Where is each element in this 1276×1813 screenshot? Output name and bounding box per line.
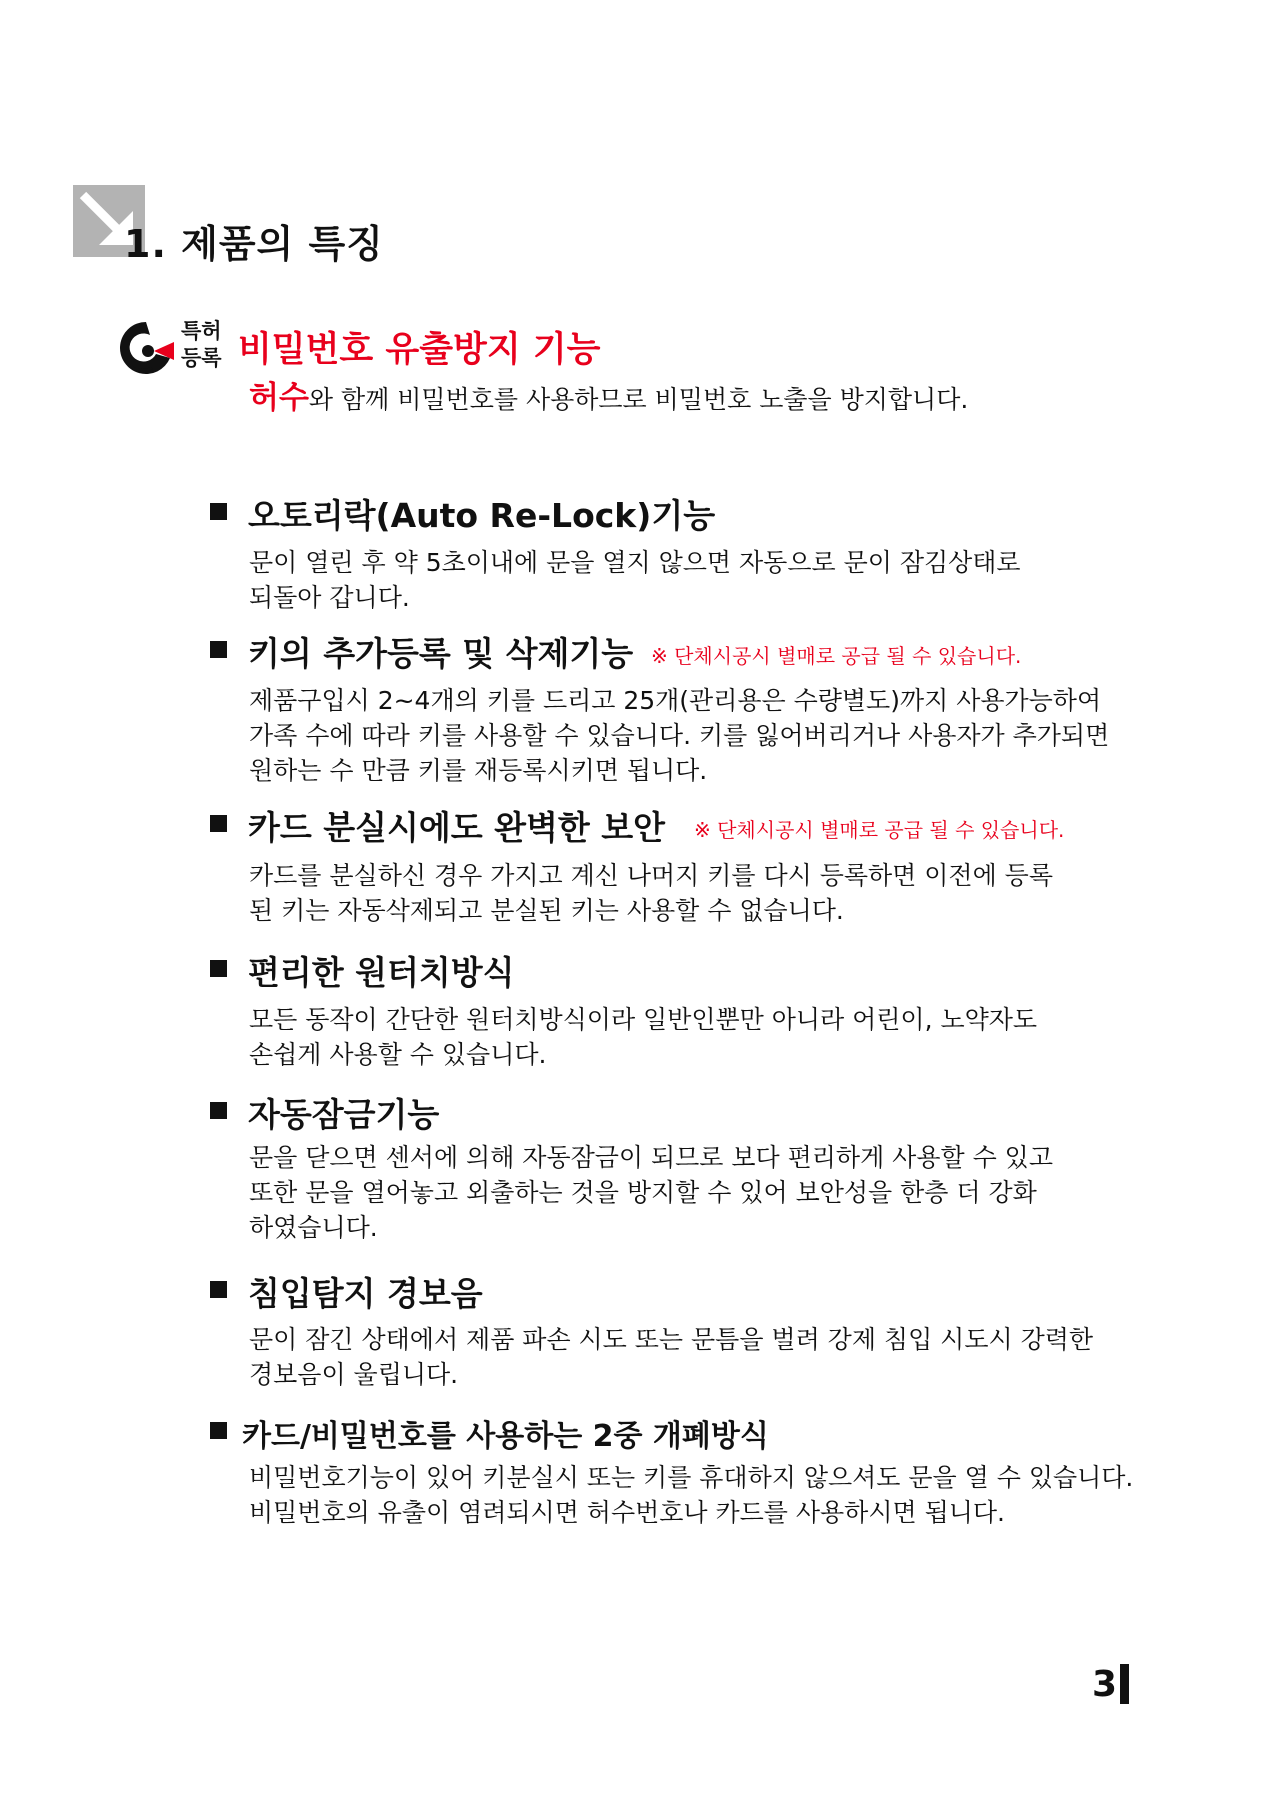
feature-desc-line: 제품구입시 2~4개의 키를 드리고 25개(관리용은 수량별도)까지 사용가능하여 [249,686,1102,715]
page-number: 3 [1092,1664,1118,1705]
feature-desc-line: 또한 문을 열어놓고 외출하는 것을 방지할 수 있어 보안성을 한층 더 강화 [249,1178,1037,1207]
bullet-square-icon [210,1102,227,1119]
section-title: 1. 제품의 특징 [124,222,384,266]
feature-desc-line: 된 키는 자동삭제되고 분실된 키는 사용할 수 없습니다. [249,896,844,925]
feature-title: 오토리락(Auto Re-Lock)기능 [248,496,716,535]
bullet-square-icon [210,641,227,658]
feature-desc-line: 손쉽게 사용할 수 있습니다. [249,1040,547,1069]
feature-desc [249,683,1109,788]
feature-title: 카드/비밀번호를 사용하는 2중 개폐방식 [242,1419,769,1454]
bullet-square-icon [210,960,227,977]
patent-feature-desc [249,372,968,417]
feature-desc-line: 하였습니다. [249,1213,378,1242]
bullet-square-icon [210,815,227,832]
bullet-square-icon [210,503,227,520]
feature-title: 편리한 원터치방식 [248,953,515,992]
feature-desc-line: 비밀번호의 유출이 염려되시면 허수번호나 카드를 사용하시면 됩니다. [249,1498,1005,1527]
feature-desc [249,1002,1037,1072]
patent-emblem-icon [116,318,176,378]
patent-label-line2: 등록 [181,346,222,370]
feature-desc [249,858,1053,928]
bullet-square-icon [210,1422,227,1439]
page-number-bar [1120,1664,1129,1704]
feature-desc-line: 카드를 분실하신 경우 가지고 계신 나머지 키를 다시 등록하면 이전에 등록 [249,861,1053,890]
patent-desc-text: 와 함께 비밀번호를 사용하므로 비밀번호 노출을 방지합니다. [308,385,969,414]
patent-label [181,318,237,372]
feature-desc-line: 문이 잠긴 상태에서 제품 파손 시도 또는 문틈을 벌려 강제 침입 시도시 강력한 [249,1325,1094,1354]
feature-desc-line: 문이 열린 후 약 5초이내에 문을 열지 않으면 자동으로 문이 잠김상태로 [249,548,1021,577]
feature-desc-line: 되돌아 갑니다. [249,583,410,612]
feature-desc-line: 문을 닫으면 센서에 의해 자동잠금이 되므로 보다 편리하게 사용할 수 있고 [249,1143,1053,1172]
feature-note: ※ 단체시공시 별매로 공급 될 수 있습니다. [651,644,1022,668]
feature-desc-line: 경보음이 울립니다. [249,1360,459,1389]
feature-desc-line: 모든 동작이 간단한 원터치방식이라 일반인뿐만 아니라 어린이, 노약자도 [249,1005,1038,1034]
feature-desc-line: 원하는 수 만큼 키를 재등록시키면 됩니다. [249,756,708,785]
bullet-square-icon [210,1281,227,1298]
feature-title: 자동잠금기능 [248,1095,440,1134]
patent-label-line1: 특허 [181,319,222,343]
patent-feature-title: 비밀번호 유출방지 기능 [238,330,601,370]
feature-desc [249,1322,1093,1392]
feature-note: ※ 단체시공시 별매로 공급 될 수 있습니다. [694,818,1065,842]
feature-desc [249,1460,1133,1530]
feature-desc [249,545,1021,615]
feature-desc [249,1140,1053,1245]
feature-title: 카드 분실시에도 완벽한 보안 [248,808,666,847]
feature-title: 키의 추가등록 및 삭제기능 [248,634,634,673]
feature-title: 침입탐지 경보음 [248,1274,483,1313]
feature-desc-line: 가족 수에 따라 키를 사용할 수 있습니다. 키를 잃어버리거나 사용자가 추가되면 [249,721,1110,750]
patent-desc-highlight: 허수 [249,380,309,416]
feature-desc-line: 비밀번호기능이 있어 키분실시 또는 키를 휴대하지 않으셔도 문을 열 수 있습니다. [249,1463,1134,1492]
